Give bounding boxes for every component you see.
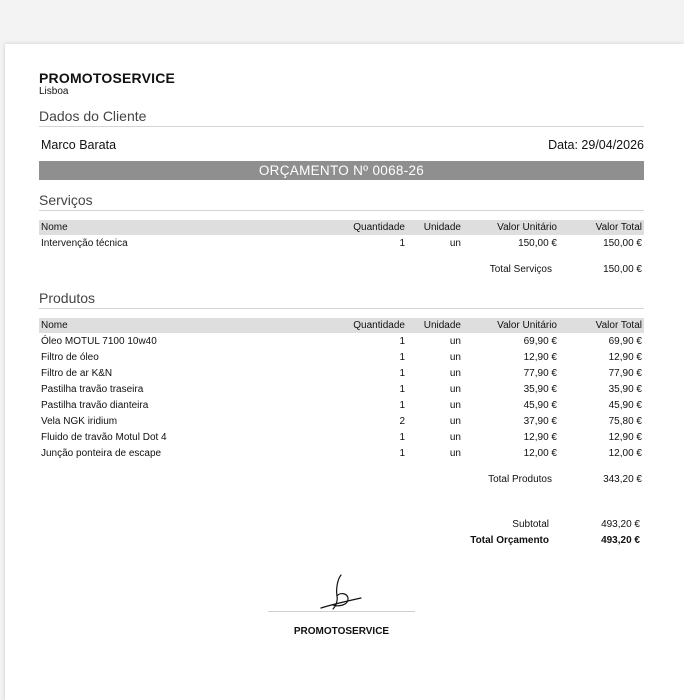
row-unit: un (449, 352, 461, 363)
col-header-unit-price: Valor Unitário (497, 222, 557, 233)
row-unit-price: 69,90 € (523, 336, 557, 347)
row-unit-price: 12,00 € (523, 448, 557, 459)
row-name: Pastilha travão dianteira (41, 400, 149, 411)
products-row (39, 398, 644, 414)
subtotal-value: 493,20 € (601, 519, 640, 530)
services-section-rule (39, 210, 644, 211)
services-total-value: 150,00 € (603, 264, 642, 275)
col-header-qty: Quantidade (353, 222, 405, 233)
row-unit: un (449, 336, 461, 347)
signature-scribble (315, 572, 365, 612)
signature-company-name: PROMOTOSERVICE (293, 626, 390, 637)
row-name: Pastilha travão traseira (41, 384, 144, 395)
row-total: 35,90 € (608, 384, 642, 395)
col-header-qty: Quantidade (353, 320, 405, 331)
row-qty: 1 (399, 352, 405, 363)
row-unit: un (449, 400, 461, 411)
client-section-rule (39, 126, 644, 127)
row-unit: un (449, 416, 461, 427)
company-name: PROMOTOSERVICE (39, 70, 176, 86)
subtotal-label: Subtotal (512, 519, 549, 530)
row-qty: 1 (399, 368, 405, 379)
products-row (39, 446, 644, 462)
row-total: 45,90 € (608, 400, 642, 411)
client-name: Marco Barata (41, 138, 117, 152)
col-header-unit-price: Valor Unitário (497, 320, 557, 331)
row-name: Fluido de travão Motul Dot 4 (41, 432, 167, 443)
row-qty: 2 (399, 416, 405, 427)
row-name: Filtro de óleo (41, 352, 99, 363)
row-total: 12,90 € (608, 432, 642, 443)
client-section-title: Dados do Cliente (39, 108, 147, 124)
row-unit-price: 12,90 € (523, 432, 557, 443)
quote-date: Data: 29/04/2026 (548, 138, 644, 152)
row-name: Vela NGK iridium (41, 416, 118, 427)
row-qty: 1 (399, 400, 405, 411)
col-header-unit: Unidade (423, 222, 461, 233)
products-row (39, 334, 644, 350)
quote-title-banner: ORÇAMENTO Nº 0068-26 (39, 161, 644, 180)
col-header-name: Nome (41, 320, 68, 331)
products-row (39, 414, 644, 430)
services-section-title: Serviços (39, 192, 93, 208)
row-unit-price: 12,90 € (523, 352, 557, 363)
products-row (39, 430, 644, 446)
row-total: 69,90 € (608, 336, 642, 347)
row-unit-price: 45,90 € (523, 400, 557, 411)
products-row (39, 350, 644, 366)
company-city: Lisboa (39, 86, 69, 97)
products-total-label: Total Produtos (488, 474, 552, 485)
row-unit-price: 77,90 € (523, 368, 557, 379)
row-total: 150,00 € (603, 238, 642, 249)
total-quote-label: Total Orçamento (470, 535, 549, 546)
row-unit: un (449, 432, 461, 443)
row-total: 77,90 € (608, 368, 642, 379)
row-qty: 1 (399, 336, 405, 347)
services-table-header (39, 220, 644, 235)
signature-line (268, 611, 415, 612)
col-header-total: Valor Total (595, 320, 642, 331)
row-unit: un (449, 238, 461, 249)
products-table-header (39, 318, 644, 333)
row-qty: 1 (399, 238, 405, 249)
row-total: 75,80 € (608, 416, 642, 427)
row-unit-price: 150,00 € (518, 238, 557, 249)
row-name: Filtro de ar K&N (41, 368, 113, 379)
products-total-value: 343,20 € (603, 474, 642, 485)
row-name: Intervenção técnica (41, 238, 128, 249)
row-qty: 1 (399, 432, 405, 443)
row-unit-price: 37,90 € (523, 416, 557, 427)
products-section-title: Produtos (39, 290, 96, 306)
services-total-label: Total Serviços (489, 264, 552, 275)
col-header-unit: Unidade (423, 320, 461, 331)
row-unit: un (449, 368, 461, 379)
row-total: 12,00 € (608, 448, 642, 459)
col-header-total: Valor Total (595, 222, 642, 233)
row-unit-price: 35,90 € (523, 384, 557, 395)
row-qty: 1 (399, 384, 405, 395)
col-header-name: Nome (41, 222, 68, 233)
total-quote-value: 493,20 € (601, 535, 640, 546)
row-name: Óleo MOTUL 7100 10w40 (41, 336, 157, 347)
row-unit: un (449, 384, 461, 395)
row-total: 12,90 € (608, 352, 642, 363)
row-unit: un (449, 448, 461, 459)
products-row (39, 366, 644, 382)
products-row (39, 382, 644, 398)
row-name: Junção ponteira de escape (41, 448, 162, 459)
services-row (39, 236, 644, 252)
quote-document (5, 44, 684, 700)
products-section-rule (39, 308, 644, 309)
row-qty: 1 (399, 448, 405, 459)
